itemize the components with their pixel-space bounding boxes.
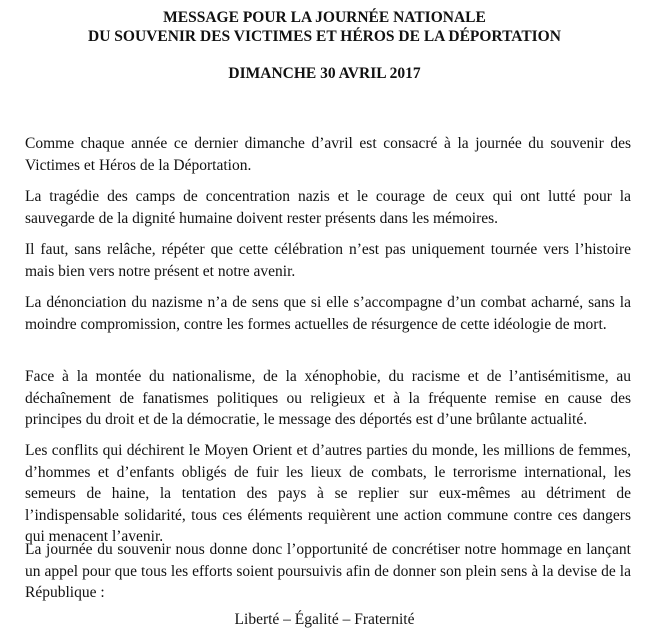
document-title-line-2: DU SOUVENIR DES VICTIMES ET HÉROS DE LA DÉPORTATION	[88, 28, 561, 45]
paragraph-5: Face à la montée du nationalisme, de la xénophobie, du racisme et de l’antisémitisme, au déchaînement de fanatismes politiques ou religieux et à la fréquente remise en cause des principes du droit et de la démocratie, le message des déportés est d’une brûlante actualité.	[25, 368, 631, 428]
paragraph-4: La dénonciation du nazisme n’a de sens que si elle s’accompagne d’un combat acharné, sans la moindre compromission, contre les formes actuelles de résurgence de cette idéologie de mort.	[25, 294, 631, 333]
document-title-line-1: MESSAGE POUR LA JOURNÉE NATIONALE	[163, 9, 486, 26]
paragraph-2: La tragédie des camps de concentration nazis et le courage de ceux qui ont lutté pour la sauvegarde de la dignité humaine doivent rester présents dans les mémoires.	[25, 188, 631, 227]
paragraph-3: Il faut, sans relâche, répéter que cette célébration n’est pas uniquement tournée vers l’histoire mais bien vers notre présent et notre avenir.	[25, 241, 631, 280]
paragraph-1: Comme chaque année ce dernier dimanche d’avril est consacré à la journée du souvenir des Victimes et Héros de la Déportation.	[25, 135, 631, 174]
document-date: DIMANCHE 30 AVRIL 2017	[228, 65, 421, 82]
republic-motto: Liberté – Égalité – Fraternité	[234, 611, 415, 628]
paragraph-7: La journée du souvenir nous donne donc l’opportunité de concrétiser notre hommage en lançant un appel pour que tous les efforts soient poursuivis afin de donner son plein sens à la devise de la République :	[25, 541, 631, 601]
paragraph-6: Les conflits qui déchirent le Moyen Orient et d’autres parties du monde, les millions de femmes, d’hommes et d’enfants obligés de fuir les lieux de combats, le terrorisme international, les semeurs de haine, la tentation des pays à se replier sur eux-mêmes au détriment de l’indispensable solidarité, tous ces éléments requièrent une action commune contre ces dangers qui menacent l’avenir.	[25, 442, 631, 545]
